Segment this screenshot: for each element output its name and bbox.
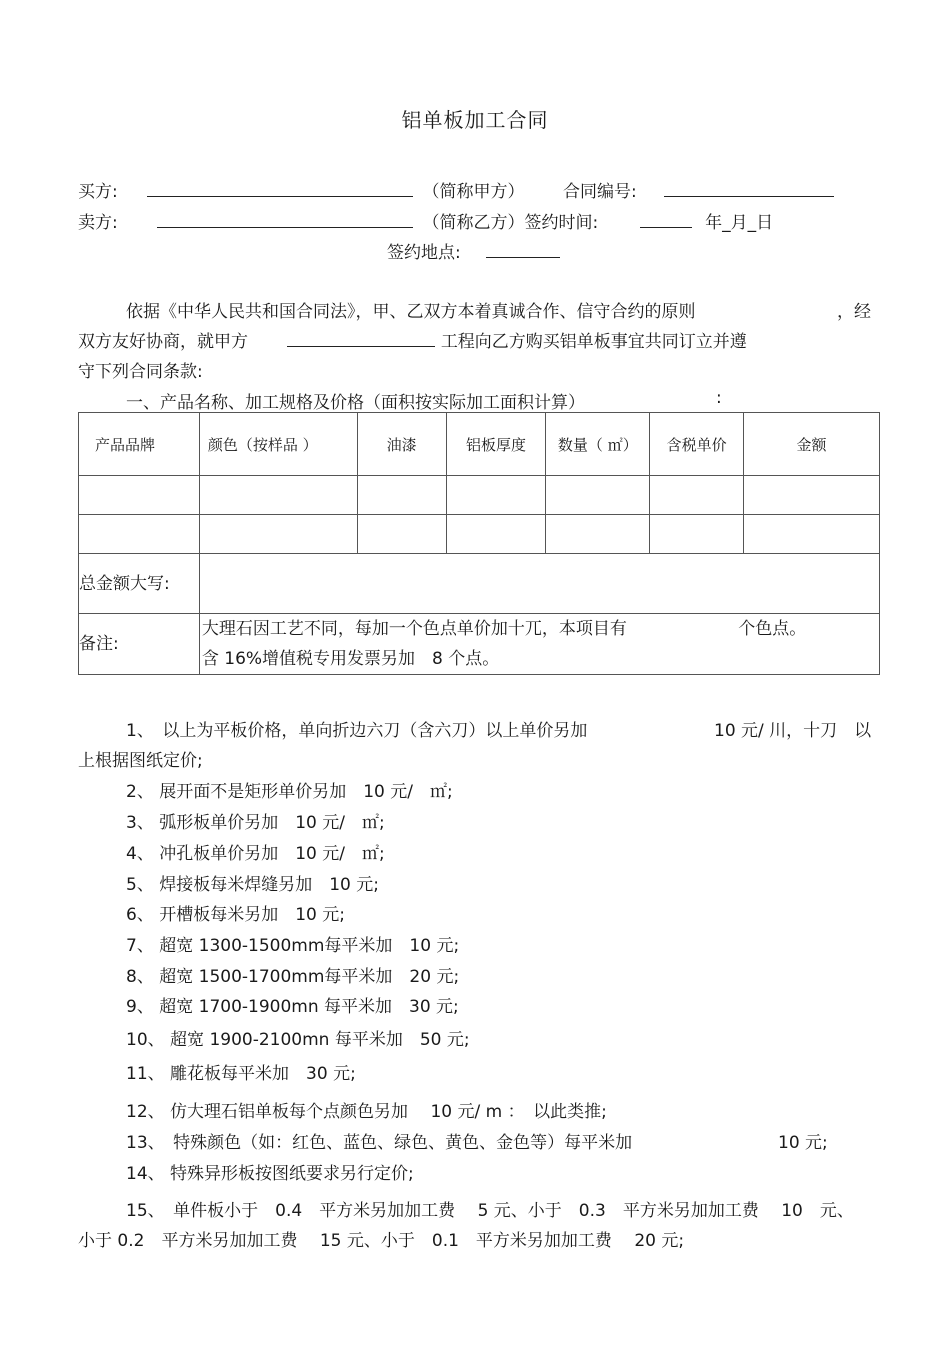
table-cell[interactable] (650, 515, 744, 554)
clause-1b: 10 元/ 川，十刀 以 (714, 721, 872, 741)
clause-10: 10、 超宽 1900-2100mn 每平米加 50 元; (126, 1030, 470, 1050)
clause-4: 4、 冲孔板单价另加 10 元/ ㎡; (126, 844, 385, 864)
col-paint: 油漆 (357, 413, 446, 476)
remark-line-1 (202, 614, 875, 644)
clause-12: 12、 仿大理石铝单板每个点颜色另加 10 元/ m ： 以此类推; (126, 1102, 607, 1122)
product-price-table (78, 412, 880, 675)
sign-year-blank[interactable] (640, 211, 692, 228)
col-thickness: 铝板厚度 (446, 413, 546, 476)
intro-line-2 (78, 327, 747, 352)
seller-label: 卖方: (78, 213, 118, 233)
table-cell[interactable] (546, 515, 650, 554)
seller-row (78, 208, 773, 233)
remark-row (79, 614, 880, 675)
sign-place-row (387, 238, 560, 263)
sign-date-text: 年_月_日 (705, 213, 774, 233)
intro-line-2-b: 工程向乙方购买铝单板事宜共同订立并遵 (440, 332, 747, 352)
total-amount-label: 总金额大写: (79, 554, 200, 614)
remark-line-2: 含 16%增值税专用发票另加 8 个点。 (201, 649, 500, 669)
clause-13a: 13、 特殊颜色（如：红色、蓝色、绿色、黄色、金色等）每平米加 (126, 1133, 633, 1153)
table-cell[interactable] (79, 476, 200, 515)
col-color: 颜色（按样品 ） (199, 413, 357, 476)
seller-suffix: （简称乙方）签约时间: (422, 213, 599, 233)
clause-15a: 15、 单件板小于 0.4 平方米另加加工费 5 元、小于 0.3 平方米另加加工费 10 元、 (126, 1201, 854, 1221)
table-cell[interactable] (446, 476, 546, 515)
clause-11: 11、 雕花板每平米加 30 元; (126, 1064, 356, 1084)
table-cell[interactable] (650, 476, 744, 515)
intro-line-3: 守下列合同条款: (78, 362, 203, 382)
buyer-label: 买方: (78, 182, 118, 202)
remark-cell (199, 614, 879, 675)
buyer-suffix: （简称甲方） (422, 182, 525, 202)
clause-9: 9、 超宽 1700-1900mn 每平米加 30 元; (126, 997, 459, 1017)
table-row (79, 476, 880, 515)
col-quantity: 数量（ ㎡） (546, 413, 650, 476)
sign-place-blank[interactable] (486, 241, 560, 258)
clause-15b: 小于 0.2 平方米另加加工费 15 元、小于 0.1 平方米另加加工费 20 元; (78, 1231, 685, 1251)
table-cell[interactable] (744, 515, 880, 554)
remark-line-1-b: 个色点。 (738, 619, 807, 639)
project-name-blank[interactable] (287, 330, 435, 347)
buyer-row (78, 177, 525, 202)
clause-5: 5、 焊接板每米焊缝另加 10 元; (126, 875, 379, 895)
clause-1c: 上根据图纸定价; (78, 751, 203, 771)
contract-number-label: 合同编号: (563, 182, 637, 202)
table-cell[interactable] (546, 476, 650, 515)
buyer-name-blank[interactable] (147, 180, 413, 197)
sign-place-label: 签约地点: (387, 243, 461, 263)
document-title: 铝单板加工合同 (401, 108, 549, 132)
total-amount-row (79, 554, 880, 614)
table-cell[interactable] (744, 476, 880, 515)
intro-line-1: 依据《中华人民共和国合同法》，甲、乙双方本着真诚合作、信守合约的原则 (126, 302, 696, 322)
total-amount-cell[interactable] (199, 554, 879, 614)
clause-6: 6、 开槽板每米另加 10 元; (126, 905, 345, 925)
table-row (79, 515, 880, 554)
clause-13b: 10 元; (778, 1133, 828, 1153)
col-unit-price: 含税单价 (650, 413, 744, 476)
remark-line-1-a: 大理石因工艺不同，每加一个色点单价加十兀，本项目有 (201, 619, 627, 639)
col-brand: 产品品牌 (79, 413, 200, 476)
clause-8: 8、 超宽 1500-1700mm每平米加 20 元; (126, 967, 460, 987)
seller-name-blank[interactable] (157, 211, 413, 228)
clause-7: 7、 超宽 1300-1500mm每平米加 10 元; (126, 936, 460, 956)
clause-3: 3、 弧形板单价另加 10 元/ ㎡; (126, 813, 385, 833)
table-cell[interactable] (199, 515, 357, 554)
table-cell[interactable] (357, 476, 446, 515)
table-header-row (79, 413, 880, 476)
clause-1a: 1、 以上为平板价格，单向折边六刀（含六刀）以上单价另加 (126, 721, 588, 741)
intro-line-1-end: ，经 (837, 302, 871, 322)
contract-number-blank[interactable] (664, 180, 834, 197)
clause-2: 2、 展开面不是矩形单价另加 10 元/ ㎡; (126, 782, 453, 802)
intro-line-2-a: 双方友好协商，就甲方 (78, 332, 248, 352)
table-cell[interactable] (79, 515, 200, 554)
remark-label: 备注: (79, 614, 200, 675)
table-cell[interactable] (446, 515, 546, 554)
section-1-colon: : (716, 388, 722, 408)
clause-14: 14、 特殊异形板按图纸要求另行定价; (126, 1164, 414, 1184)
col-amount: 金额 (744, 413, 880, 476)
table-cell[interactable] (199, 476, 357, 515)
section-1-heading: 一、产品名称、加工规格及价格（面积按实际加工面积计算） (126, 393, 585, 413)
table-cell[interactable] (357, 515, 446, 554)
contract-number-row (563, 177, 834, 202)
